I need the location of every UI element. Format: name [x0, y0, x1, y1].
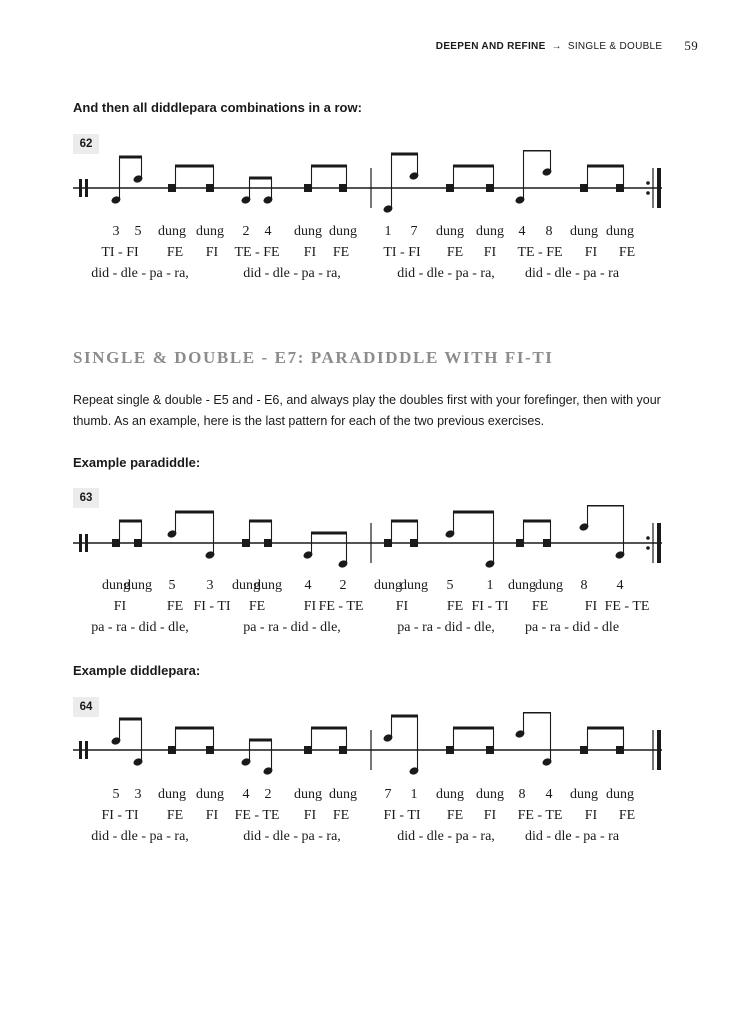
count-text: 1: [486, 578, 494, 593]
syllable-text: FE: [531, 599, 549, 614]
note-beam: [249, 739, 272, 742]
square-note-head: [304, 746, 312, 754]
syllable-text: FE: [332, 245, 350, 260]
sticking-text: did - dle - pa - ra,: [91, 829, 189, 844]
syllable-text: FE: [248, 599, 266, 614]
count-text: 4: [616, 578, 624, 593]
count-text: dung: [196, 224, 224, 239]
final-barline-thick: [657, 168, 661, 208]
note-beam: [311, 532, 347, 535]
syllable-text: FI: [584, 808, 598, 823]
square-note-head: [168, 746, 176, 754]
syllable-text: FE: [618, 808, 636, 823]
note-beam: [523, 150, 551, 152]
syllable-text: FE: [446, 245, 464, 260]
note-beam: [391, 153, 418, 156]
syllable-text: FE - TE: [517, 808, 563, 823]
count-text: dung: [329, 787, 357, 802]
count-text: dung: [436, 787, 464, 802]
sticking-row: [0, 620, 734, 640]
count-text: dung: [436, 224, 464, 239]
syllable-text: FE: [446, 808, 464, 823]
count-text: 2: [264, 787, 272, 802]
syllable-text: FE: [446, 599, 464, 614]
syllable-text: FI - TI: [471, 599, 509, 614]
sticking-text: pa - ra - did - dle,: [397, 620, 495, 635]
syllable-row: [0, 245, 734, 265]
square-note-head: [580, 184, 588, 192]
syllable-text: FE: [166, 245, 184, 260]
count-text: 1: [410, 787, 418, 802]
exercise-number: 64: [73, 697, 99, 717]
square-note-head: [339, 184, 347, 192]
count-text: dung: [508, 578, 536, 593]
syllable-text: FI: [205, 245, 219, 260]
section-title: SINGLE & DOUBLE - E7: PARADIDDLE WITH FI-TI: [73, 348, 554, 367]
syllable-text: FE: [332, 808, 350, 823]
syllable-text: FI: [584, 245, 598, 260]
repeat-dot: [646, 536, 650, 540]
count-text: 5: [134, 224, 142, 239]
count-text: 4: [545, 787, 553, 802]
syllable-text: FI: [303, 808, 317, 823]
exercise-number: 62: [73, 134, 99, 154]
note-beam: [587, 505, 624, 507]
square-note-head: [543, 539, 551, 547]
syllable-text: FI: [483, 808, 497, 823]
count-text: dung: [329, 224, 357, 239]
count-text: dung: [476, 787, 504, 802]
syllable-text: TE - FE: [517, 245, 563, 260]
count-row: [0, 578, 734, 598]
syllable-text: FI - TI: [383, 808, 421, 823]
note-beam: [453, 727, 494, 730]
count-text: 4: [242, 787, 250, 802]
count-text: dung: [476, 224, 504, 239]
note-beam: [311, 165, 347, 168]
sticking-text: pa - ra - did - dle,: [243, 620, 341, 635]
square-note-head: [206, 184, 214, 192]
count-text: 3: [112, 224, 120, 239]
page-number: 59: [684, 38, 698, 53]
syllable-text: FI: [395, 599, 409, 614]
square-note-head: [580, 746, 588, 754]
square-note-head: [384, 539, 392, 547]
count-text: dung: [535, 578, 563, 593]
note-beam: [119, 718, 142, 721]
sticking-text: pa - ra - did - dle,: [91, 620, 189, 635]
square-note-head: [410, 539, 418, 547]
percussion-clef-bar: [79, 741, 82, 759]
note-beam: [119, 520, 142, 523]
count-text: dung: [196, 787, 224, 802]
count-text: 4: [264, 224, 272, 239]
music-staff: [0, 505, 734, 570]
count-text: 2: [339, 578, 347, 593]
count-text: dung: [294, 787, 322, 802]
sticking-text: pa - ra - did - dle: [524, 620, 620, 635]
count-text: dung: [102, 578, 130, 593]
syllable-text: FI - TI: [101, 808, 139, 823]
syllable-text: FE - TE: [604, 599, 650, 614]
note-beam: [453, 511, 494, 514]
square-note-head: [446, 746, 454, 754]
count-text: dung: [158, 224, 186, 239]
syllable-text: TI - FI: [101, 245, 139, 260]
header-subsection: SINGLE & DOUBLE: [567, 40, 663, 52]
body-paragraph: Repeat single & double - E5 and - E6, and always play the doubles first with your forefinger, then with your thumb. As an example, here is the last pattern for each of the two previous exercises.: [73, 393, 661, 428]
note-beam: [391, 715, 418, 718]
count-text: dung: [232, 578, 260, 593]
note-beam: [587, 165, 624, 168]
syllable-text: FE - TE: [234, 808, 280, 823]
note-beam: [119, 156, 142, 159]
intro-label: And then all diddlepara combinations in a row:: [73, 100, 362, 115]
count-text: 3: [134, 787, 142, 802]
square-note-head: [616, 746, 624, 754]
paradiddle-label: Example paradiddle:: [73, 455, 201, 470]
syllable-text: FI: [483, 245, 497, 260]
repeat-dot: [646, 181, 650, 185]
square-note-head: [206, 746, 214, 754]
count-text: 7: [410, 224, 418, 239]
count-text: dung: [570, 787, 598, 802]
square-note-head: [264, 539, 272, 547]
sticking-text: did - dle - pa - ra,: [91, 266, 189, 281]
sticking-text: did - dle - pa - ra,: [397, 829, 495, 844]
count-text: dung: [606, 224, 634, 239]
syllable-text: FI - TI: [193, 599, 231, 614]
syllable-text: FE - TE: [318, 599, 364, 614]
repeat-dot: [646, 546, 650, 550]
count-text: dung: [124, 578, 152, 593]
count-text: dung: [254, 578, 282, 593]
note-beam: [175, 511, 214, 514]
sticking-row: [0, 829, 734, 849]
note-beam: [249, 177, 272, 180]
note-beam: [453, 165, 494, 168]
music-staff: [0, 712, 734, 777]
percussion-clef-bar: [85, 534, 88, 552]
sticking-row: [0, 266, 734, 286]
count-text: 5: [446, 578, 454, 593]
count-row: [0, 224, 734, 244]
count-text: 2: [242, 224, 250, 239]
count-text: 4: [518, 224, 526, 239]
count-text: 8: [580, 578, 588, 593]
syllable-text: TE - FE: [234, 245, 280, 260]
sticking-text: did - dle - pa - ra,: [397, 266, 495, 281]
square-note-head: [486, 184, 494, 192]
running-header: [436, 38, 698, 54]
note-beam: [249, 520, 272, 523]
syllable-text: FI: [303, 245, 317, 260]
syllable-row: [0, 599, 734, 619]
syllable-text: FI: [303, 599, 317, 614]
count-text: dung: [400, 578, 428, 593]
count-text: dung: [294, 224, 322, 239]
count-text: 1: [384, 224, 392, 239]
square-note-head: [339, 746, 347, 754]
syllable-text: FE: [166, 808, 184, 823]
square-note-head: [486, 746, 494, 754]
sticking-text: did - dle - pa - ra: [524, 266, 620, 281]
note-beam: [523, 520, 551, 523]
count-text: dung: [158, 787, 186, 802]
sticking-text: did - dle - pa - ra: [524, 829, 620, 844]
note-beam: [391, 520, 418, 523]
note-beam: [175, 165, 214, 168]
percussion-clef-bar: [85, 179, 88, 197]
square-note-head: [616, 184, 624, 192]
count-row: [0, 787, 734, 807]
percussion-clef-bar: [85, 741, 88, 759]
count-text: dung: [570, 224, 598, 239]
note-beam: [175, 727, 214, 730]
note-beam: [523, 712, 551, 714]
count-text: 4: [304, 578, 312, 593]
square-note-head: [242, 539, 250, 547]
percussion-clef-bar: [79, 179, 82, 197]
count-text: dung: [606, 787, 634, 802]
count-text: 8: [518, 787, 526, 802]
syllable-text: FI: [113, 599, 127, 614]
final-barline-thick: [657, 730, 661, 770]
note-beam: [587, 727, 624, 730]
arrow-icon: →: [551, 40, 562, 52]
syllable-text: FI: [205, 808, 219, 823]
sticking-text: did - dle - pa - ra,: [243, 829, 341, 844]
count-text: 7: [384, 787, 392, 802]
percussion-clef-bar: [79, 534, 82, 552]
exercise-number: 63: [73, 488, 99, 508]
sticking-text: did - dle - pa - ra,: [243, 266, 341, 281]
repeat-dot: [646, 191, 650, 195]
syllable-text: FI: [584, 599, 598, 614]
header-section: DEEPEN AND REFINE: [435, 40, 546, 52]
note-beam: [311, 727, 347, 730]
count-text: 5: [112, 787, 120, 802]
final-barline-thick: [657, 523, 661, 563]
syllable-text: TI - FI: [383, 245, 421, 260]
diddlepara-label: Example diddlepara:: [73, 663, 201, 678]
count-text: 3: [206, 578, 214, 593]
square-note-head: [112, 539, 120, 547]
square-note-head: [134, 539, 142, 547]
square-note-head: [304, 184, 312, 192]
square-note-head: [168, 184, 176, 192]
square-note-head: [446, 184, 454, 192]
count-text: dung: [374, 578, 402, 593]
syllable-text: FE: [166, 599, 184, 614]
syllable-row: [0, 808, 734, 828]
count-text: 8: [545, 224, 553, 239]
count-text: 5: [168, 578, 176, 593]
syllable-text: FE: [618, 245, 636, 260]
square-note-head: [516, 539, 524, 547]
music-staff: [0, 150, 734, 215]
